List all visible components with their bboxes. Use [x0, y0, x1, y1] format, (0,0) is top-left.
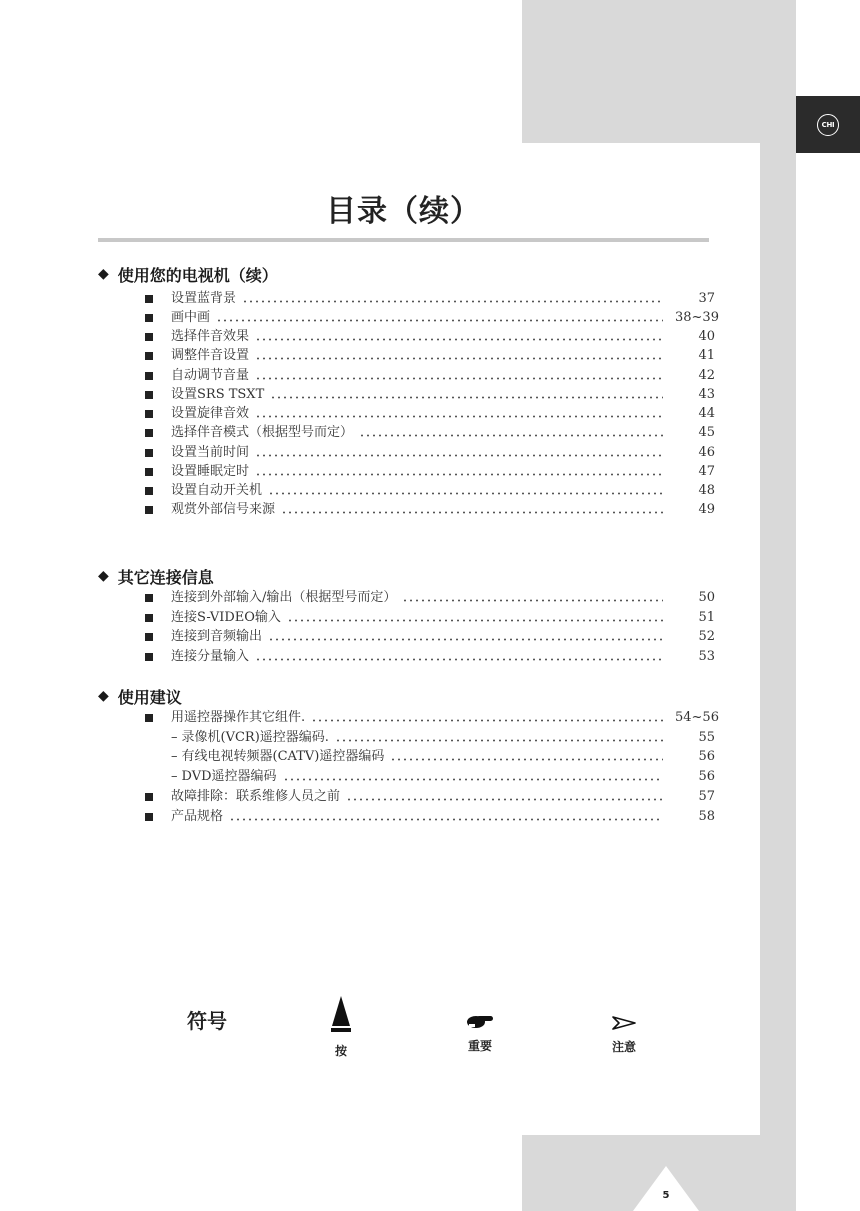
toc-entry[interactable] — [145, 709, 719, 726]
legend-important — [450, 1013, 510, 1054]
gray-corner-block — [522, 0, 760, 143]
dot-leader — [268, 492, 663, 495]
square-bullet-icon — [145, 714, 153, 722]
dot-leader — [287, 619, 663, 622]
toc-page: 50 — [698, 590, 715, 605]
toc-entry[interactable] — [145, 589, 715, 606]
square-bullet-icon — [145, 633, 153, 641]
dot-leader — [255, 415, 663, 418]
toc-entry[interactable] — [145, 386, 715, 403]
toc-page: 46 — [698, 445, 715, 460]
toc-page: 42 — [698, 368, 715, 383]
dot-leader — [242, 300, 663, 303]
dot-leader — [255, 338, 663, 341]
dot-leader — [335, 739, 663, 742]
press-triangle-icon — [330, 996, 352, 1034]
toc-entry[interactable] — [145, 424, 715, 441]
toc-page: 37 — [698, 291, 715, 306]
toc-label: 录像机(VCR)遥控器编码. — [181, 730, 329, 745]
dot-leader — [390, 758, 663, 761]
toc-page: 53 — [698, 649, 715, 664]
legend-press — [311, 996, 371, 1059]
toc-label: 连接分量输入 — [171, 649, 250, 664]
dot-leader — [359, 434, 663, 437]
square-bullet-icon — [145, 314, 153, 322]
toc-label: 选择伴音模式（根据型号而定） — [171, 425, 354, 440]
toc-page: 58 — [698, 809, 715, 824]
toc-entry[interactable] — [145, 808, 715, 825]
toc-label: 产品规格 — [171, 809, 224, 824]
toc-label: 连接S-VIDEO输入 — [171, 610, 281, 625]
dash-bullet: – — [171, 769, 178, 784]
toc-label: DVD遥控器编码 — [181, 769, 277, 784]
toc-page: 45 — [698, 425, 715, 440]
title-divider — [98, 238, 709, 242]
square-bullet-icon — [145, 372, 153, 380]
toc-page: 43 — [698, 387, 715, 402]
toc-entry[interactable] — [145, 628, 715, 645]
toc-entry[interactable] — [145, 290, 715, 307]
toc-label: 设置蓝背景 — [171, 291, 237, 306]
toc-label: 连接到外部输入/输出（根据型号而定） — [171, 590, 397, 605]
toc-label: 设置睡眠定时 — [171, 464, 250, 479]
dot-leader — [255, 473, 663, 476]
toc-page: 51 — [698, 610, 715, 625]
square-bullet-icon — [145, 813, 153, 821]
toc-page: 48 — [698, 483, 715, 498]
toc-entry[interactable] — [145, 444, 715, 461]
square-bullet-icon — [145, 352, 153, 360]
toc-entry[interactable] — [145, 309, 719, 326]
toc-entry[interactable] — [145, 328, 715, 345]
section-heading-text: 使用您的电视机（续） — [117, 265, 278, 285]
arrowhead-icon — [611, 1016, 637, 1030]
dot-leader — [255, 454, 663, 457]
page-title: 目录（续） — [326, 194, 481, 229]
toc-entry[interactable] — [145, 347, 715, 364]
toc-label: 画中画 — [171, 310, 211, 325]
dot-leader — [402, 599, 663, 602]
dot-leader — [268, 638, 663, 641]
toc-page: 38~39 — [675, 310, 719, 325]
toc-page: 41 — [698, 348, 715, 363]
square-bullet-icon — [145, 391, 153, 399]
toc-page: 40 — [698, 329, 715, 344]
toc-entry[interactable] — [145, 367, 715, 384]
dot-leader — [346, 798, 663, 801]
legend-label: 重要 — [467, 1039, 492, 1053]
toc-label: 观赏外部信号来源 — [171, 502, 276, 517]
toc-subentry[interactable] — [171, 729, 715, 746]
toc-label: 自动调节音量 — [171, 368, 250, 383]
toc-entry[interactable] — [145, 463, 715, 480]
toc-entry[interactable] — [145, 405, 715, 422]
section-heading — [98, 686, 182, 706]
toc-page: 44 — [698, 406, 715, 421]
toc-entry[interactable] — [145, 788, 715, 805]
square-bullet-icon — [145, 614, 153, 622]
dot-leader — [255, 658, 663, 661]
toc-label: 设置当前时间 — [171, 445, 250, 460]
dot-leader — [229, 818, 663, 821]
legend-note — [594, 1015, 654, 1055]
dash-bullet: – — [171, 749, 178, 764]
toc-entry[interactable] — [145, 501, 715, 518]
dot-leader — [255, 357, 663, 360]
diamond-bullet-icon: ◆ — [98, 568, 109, 584]
toc-label: 有线电视转频器(CATV)遥控器编码 — [181, 749, 385, 764]
square-bullet-icon — [145, 410, 153, 418]
square-bullet-icon — [145, 468, 153, 476]
toc-label: 连接到音频输出 — [171, 629, 263, 644]
square-bullet-icon — [145, 793, 153, 801]
square-bullet-icon — [145, 653, 153, 661]
dot-leader — [216, 319, 663, 322]
dot-leader — [311, 719, 663, 722]
section-heading — [98, 566, 214, 586]
square-bullet-icon — [145, 449, 153, 457]
toc-page: 54~56 — [675, 710, 719, 725]
square-bullet-icon — [145, 506, 153, 514]
square-bullet-icon — [145, 487, 153, 495]
section-heading — [98, 264, 278, 284]
toc-label: 调整伴音设置 — [171, 348, 250, 363]
toc-subentry[interactable] — [171, 748, 715, 765]
diamond-bullet-icon: ◆ — [98, 266, 109, 282]
toc-page: 55 — [698, 730, 715, 745]
square-bullet-icon — [145, 333, 153, 341]
toc-subentry[interactable] — [171, 768, 715, 785]
dash-bullet: – — [171, 730, 178, 745]
dot-leader — [255, 377, 663, 380]
toc-page: 49 — [698, 502, 715, 517]
toc-page: 56 — [698, 749, 715, 764]
toc-entry[interactable] — [145, 482, 715, 499]
toc-label: 设置SRS TSXT — [171, 387, 265, 402]
toc-label: 设置自动开关机 — [171, 483, 263, 498]
dot-leader — [283, 778, 663, 781]
toc-page: 47 — [698, 464, 715, 479]
toc-page: 56 — [698, 769, 715, 784]
gray-right-column — [760, 0, 796, 1211]
square-bullet-icon — [145, 594, 153, 602]
square-bullet-icon — [145, 429, 153, 437]
legend-label: 注意 — [611, 1040, 636, 1054]
page-corner-triangle — [633, 1166, 699, 1211]
language-badge: CHI — [817, 114, 839, 136]
legend-label: 按 — [334, 1044, 347, 1058]
section-heading-text: 使用建议 — [117, 687, 182, 707]
toc-entry[interactable] — [145, 609, 715, 626]
pointing-hand-icon — [465, 1013, 495, 1029]
toc-page: 57 — [698, 789, 715, 804]
toc-label: 选择伴音效果 — [171, 329, 250, 344]
toc-label: 设置旋律音效 — [171, 406, 250, 421]
toc-entry[interactable] — [145, 648, 715, 665]
diamond-bullet-icon: ◆ — [98, 688, 109, 704]
language-tab — [796, 96, 860, 153]
toc-page: 52 — [698, 629, 715, 644]
square-bullet-icon — [145, 295, 153, 303]
section-heading-text: 其它连接信息 — [117, 567, 214, 587]
page-number: 5 — [662, 1190, 670, 1201]
toc-label: 故障排除：联系维修人员之前 — [171, 789, 341, 804]
toc-label: 用遥控器操作其它组件. — [171, 710, 306, 725]
dot-leader — [281, 511, 663, 514]
dot-leader — [270, 396, 663, 399]
legend-title: 符号 — [187, 1009, 227, 1033]
